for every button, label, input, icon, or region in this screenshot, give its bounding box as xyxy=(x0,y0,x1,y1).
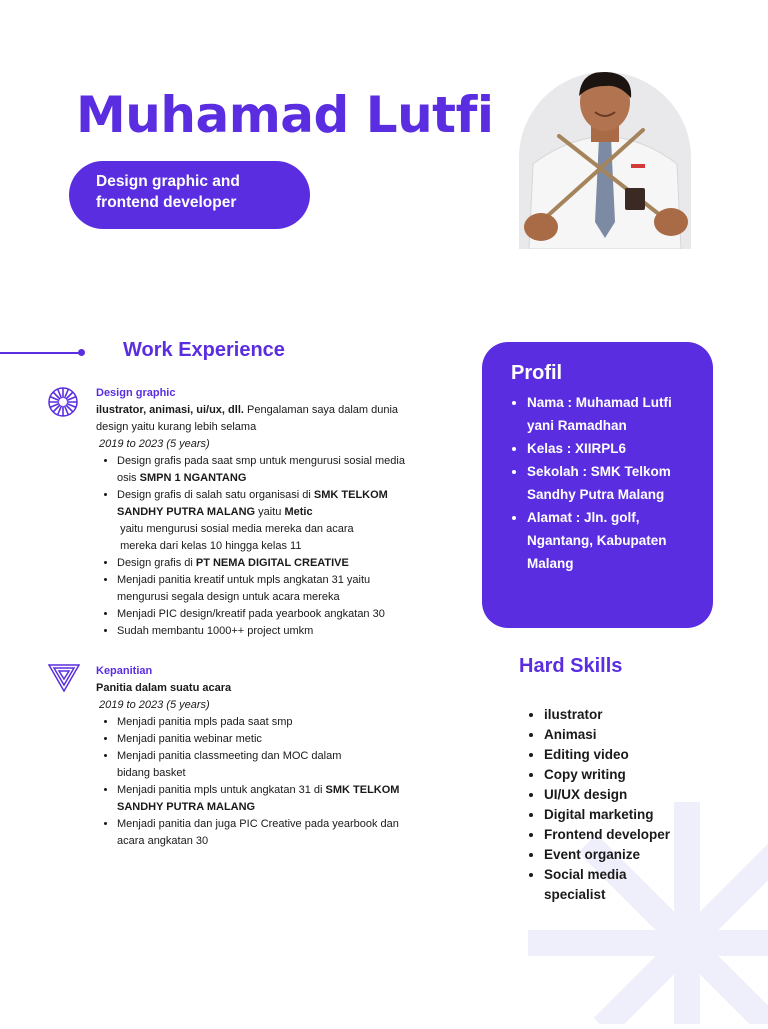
profile-photo xyxy=(519,72,691,249)
experience-list xyxy=(96,453,436,640)
experience-summary: ilustrator, animasi, ui/ux, dll. Pengalaman saya dalam dunia xyxy=(96,404,399,416)
list-item: • Design grafis di PT NEMA DIGITAL CREATIVE xyxy=(117,555,436,572)
hard-skills-heading: Hard Skills xyxy=(519,655,623,677)
list-item: • Menjadi panitia mpls untuk angkatan 31 di SMK TELKOM SANDHY PUTRA MALANG xyxy=(117,782,436,816)
skill-item: • Copy writing xyxy=(544,765,670,785)
skill-item: • ilustrator xyxy=(544,705,670,725)
skill-item: • Animasi xyxy=(544,725,670,745)
profile-list xyxy=(511,391,695,575)
experience-period: 2019 to 2023 (5 years) xyxy=(99,699,210,711)
design-graphic-section xyxy=(96,385,436,640)
list-item: • Menjadi panitia webinar metic xyxy=(117,731,436,748)
role-line: frontend developer xyxy=(96,194,237,211)
skill-item: • Event organize xyxy=(544,845,670,865)
hard-skills-list xyxy=(526,705,670,905)
sunburst-icon xyxy=(47,386,79,423)
list-item: • Menjadi PIC design/kreatif pada yearbook angkatan 30 xyxy=(117,606,436,623)
experience-summary: Panitia dalam suatu acara xyxy=(96,682,232,694)
skill-item: • Social media specialist xyxy=(544,865,670,905)
triangle-icon xyxy=(48,664,80,697)
list-item: • Menjadi panitia dan juga PIC Creative pada yearbook dan acara angkatan 30 xyxy=(117,816,436,850)
skill-item: • Digital marketing xyxy=(544,805,670,825)
skill-item: • UI/UX design xyxy=(544,785,670,805)
profile-heading: Profil xyxy=(511,362,563,384)
list-item: • Design grafis di salah satu organisasi di SMK TELKOM SANDHY PUTRA MALANG yaitu Metic yaitu mengurusi sosial media mereka dan acara mereka dari kelas 10 hingga kelas 11 xyxy=(117,487,436,555)
experience-list xyxy=(96,714,436,850)
profile-item: • Kelas : XIIRPL6 xyxy=(527,437,695,460)
experience-label: Design graphic xyxy=(96,387,176,399)
section-divider-line xyxy=(0,352,80,354)
skill-item: • Editing video xyxy=(544,745,670,765)
list-item: • Menjadi panitia mpls pada saat smp xyxy=(117,714,436,731)
experience-period: 2019 to 2023 (5 years) xyxy=(99,438,210,450)
list-item: • Menjadi panitia kreatif untuk mpls angkatan 31 yaitu mengurusi segala design untuk acara mereka xyxy=(117,572,436,606)
role-badge xyxy=(69,161,310,229)
experience-summary: design yaitu kurang lebih selama xyxy=(96,421,257,433)
section-divider-dot xyxy=(78,349,85,356)
role-line: Design graphic and xyxy=(96,173,240,190)
list-item: • Sudah membantu 1000++ project umkm xyxy=(117,623,436,640)
profile-card xyxy=(482,342,713,628)
list-item: • Menjadi panitia classmeeting dan MOC dalam bidang basket xyxy=(117,748,436,782)
experience-label: Kepanitian xyxy=(96,665,153,677)
page-title: Muhamad Lutfi xyxy=(76,86,494,144)
profile-item: • Sekolah : SMK Telkom Sandhy Putra Malang xyxy=(527,460,695,506)
list-item: • Design grafis pada saat smp untuk mengurusi sosial media osis SMPN 1 NGANTANG xyxy=(117,453,436,487)
profile-item: • Nama : Muhamad Lutfi yani Ramadhan xyxy=(527,391,695,437)
skill-item: • Frontend developer xyxy=(544,825,670,845)
kepanitian-section xyxy=(96,663,436,850)
profile-item: • Alamat : Jln. golf, Ngantang, Kabupaten Malang xyxy=(527,506,695,575)
work-experience-heading: Work Experience xyxy=(123,339,285,361)
